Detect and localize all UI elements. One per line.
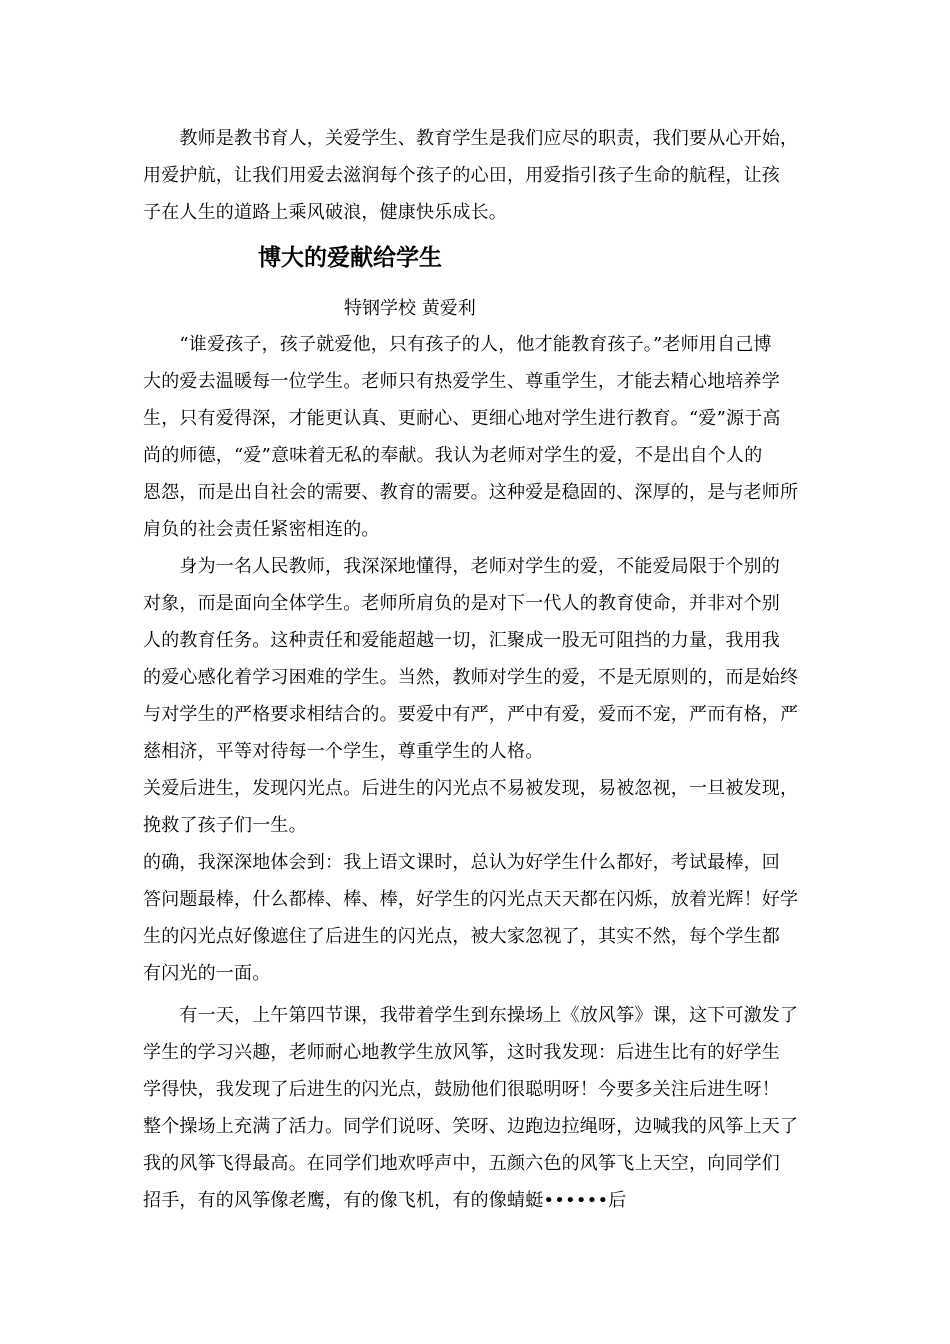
body-line: 大的爱去温暖每一位学生。老师只有热爱学生、尊重学生，才能去精心地培养学 xyxy=(143,371,780,392)
body-line: 身为一名人民教师，我深深地懂得，老师对学生的爱，不能爱局限于个别的 xyxy=(143,556,780,577)
body-line: 答问题最棒，什么都棒、棒、棒，好学生的闪光点天天都在闪烁，放着光辉！好学 xyxy=(143,889,799,910)
body-line: 与对学生的严格要求相结合的。要爱中有严，严中有爱，爱而不宠，严而有格，严 xyxy=(143,704,799,725)
article-author: 特钢学校 黄爱利 xyxy=(344,298,476,319)
body-line: 肩负的社会责任紧密相连的。 xyxy=(143,519,380,540)
body-line: 生，只有爱得深，才能更认真、更耐心、更细心地对学生进行教育。“爱”源于高 xyxy=(143,408,781,429)
body-line: 挽救了孩子们一生。 xyxy=(143,815,307,836)
body-line: 恩怨，而是出自社会的需要、教育的需要。这种爱是稳固的、深厚的，是与老师所 xyxy=(143,482,799,503)
body-line: 学生的学习兴趣，老师耐心地教学生放风筝，这时我发现：后进生比有的好学生 xyxy=(143,1042,780,1063)
intro-line: 用爱护航，让我们用爱去滋润每个孩子的心田，用爱指引孩子生命的航程，让孩 xyxy=(143,165,780,186)
body-line: 的确，我深深地体会到：我上语文课时，总认为好学生什么都好，考试最棒，回 xyxy=(143,852,780,873)
body-line: “谁爱孩子，孩子就爱他，只有孩子的人，他才能教育孩子。”老师用自己博 xyxy=(143,334,772,355)
body-line: 对象，而是面向全体学生。老师所肩负的是对下一代人的教育使命，并非对个别 xyxy=(143,593,780,614)
body-line: 学得快，我发现了后进生的闪光点，鼓励他们很聪明呀！今要多关注后进生呀！ xyxy=(143,1079,780,1100)
body-line: 有闪光的一面。 xyxy=(143,963,271,984)
body-line: 招手，有的风筝像老鹰，有的像飞机，有的像蜻蜓••••••后 xyxy=(143,1190,627,1211)
body-line: 我的风筝飞得最高。在同学们地欢呼声中，五颜六色的风筝飞上天空，向同学们 xyxy=(143,1153,780,1174)
article-title: 博大的爱献给学生 xyxy=(258,245,442,271)
body-line: 生的闪光点好像遮住了后进生的闪光点，被大家忽视了，其实不然，每个学生都 xyxy=(143,926,780,947)
body-line: 整个操场上充满了活力。同学们说呀、笑呀、边跑边拉绳呀，边喊我的风筝上天了 xyxy=(143,1116,799,1137)
body-line: 慈相济，平等对待每一个学生，尊重学生的人格。 xyxy=(143,741,544,762)
body-line: 关爱后进生，发现闪光点。后进生的闪光点不易被发现，易被忽视，一旦被发现， xyxy=(143,778,799,799)
body-line: 尚的师德，“爱”意味着无私的奉献。我认为老师对学生的爱，不是出自个人的 xyxy=(143,445,763,466)
intro-line: 教师是教书育人，关爱学生、教育学生是我们应尽的职责，我们要从心开始， xyxy=(143,128,799,149)
body-line: 有一天，上午第四节课，我带着学生到东操场上《放风筝》课，这下可激发了 xyxy=(143,1005,799,1026)
body-line: 的爱心感化着学习困难的学生。当然，教师对学生的爱，不是无原则的，而是始终 xyxy=(143,667,799,688)
body-line: 人的教育任务。这种责任和爱能超越一切，汇聚成一股无可阻挡的力量，我用我 xyxy=(143,630,780,651)
intro-line: 子在人生的道路上乘风破浪，健康快乐成长。 xyxy=(143,202,507,223)
